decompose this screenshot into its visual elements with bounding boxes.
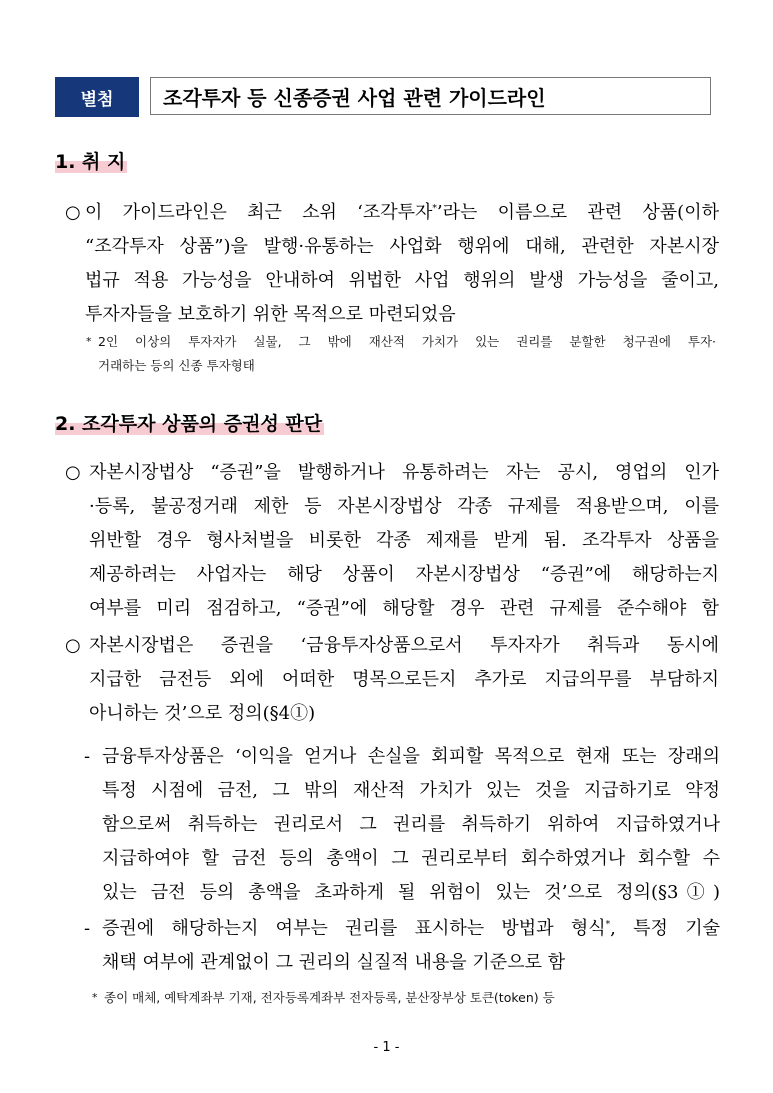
paragraph-line: ·등록, 불공정거래 제한 등 자본시장법상 각종 규제를 적용받으며, 이를	[89, 496, 719, 517]
bullet-dash: -	[84, 746, 91, 767]
paragraph-line: “조각투자 상품”)을 발행·유통하는 사업화 행위에 대해, 관련한 자본시장	[85, 236, 719, 257]
paragraph-line: 제공하려는 사업자는 해당 상품이 자본시장법상 “증권”에 해당하는지	[89, 564, 719, 585]
document-title	[150, 77, 711, 115]
paragraph-line: 자본시장법상 “증권”을 발행하거나 유통하려는 자는 공시, 영업의 인가	[89, 462, 719, 483]
paragraph-line: 위반할 경우 형사처벌을 비롯한 각종 제재를 받게 됨. 조각투자 상품을	[89, 530, 719, 551]
paragraph-line: 여부를 미리 점검하고, “증권”에 해당할 경우 관련 규제를 준수해야 함	[89, 598, 719, 619]
section-1-heading: 1. 취 지	[55, 151, 126, 173]
paragraph-line: 증권에 해당하는지 여부는 권리를 표시하는 방법과 형식*, 특정 기술	[102, 918, 720, 939]
attachment-tag: 별첨	[55, 77, 139, 117]
document-header	[55, 77, 713, 117]
paragraph-line: 있는 금전 등의 총액을 초과하게 될 위험이 있는 것’으로 정의(§3①)	[102, 882, 720, 903]
paragraph-line: 함으로써 취득하는 권리로서 그 권리를 취득하기 위하여 지급하였거나	[102, 814, 720, 835]
paragraph-line: 특정 시점에 금전, 그 밖의 재산적 가치가 있는 것을 지급하기로 약정	[102, 780, 720, 801]
paragraph-line: 채택 여부에 관계없이 그 권리의 실질적 내용을 기준으로 함	[102, 952, 566, 973]
bullet-circle: ○	[65, 202, 81, 223]
footnote-line: 2인 이상의 투자자가 실물, 그 밖에 재산적 가치가 있는 권리를 분할한 청구권에 투자·	[98, 334, 716, 349]
paragraph-line: 지급한 금전등 외에 어떠한 명목으로든지 추가로 지급의무를 부담하지	[89, 669, 719, 690]
footnote-mark: *	[86, 335, 92, 348]
bullet-circle: ○	[65, 462, 81, 483]
paragraph-line: 아니하는 것’으로 정의(§4①)	[89, 703, 316, 724]
bullet-dash: -	[84, 918, 91, 939]
paragraph-line: 자본시장법은 증권을 ‘금융투자상품으로서 투자자가 취득과 동시에	[89, 635, 719, 656]
bullet-circle: ○	[65, 635, 81, 656]
paragraph-line: 투자자들을 보호하기 위한 목적으로 마련되었음	[85, 304, 456, 325]
page-number: - 1 -	[373, 1040, 400, 1055]
paragraph-line: 금융투자상품은 ‘이익을 얻거나 손실을 회피할 목적으로 현재 또는 장래의	[102, 746, 720, 767]
section-2-heading: 2. 조각투자 상품의 증권성 판단	[55, 413, 323, 435]
paragraph-line: 법규 적용 가능성을 안내하여 위법한 사업 행위의 발생 가능성을 줄이고,	[85, 270, 719, 291]
footnote-line: 종이 매체, 예탁계좌부 기재, 전자등록계좌부 전자등록, 분산장부상 토큰(token) 등	[104, 990, 555, 1005]
footnote-mark: *	[92, 991, 98, 1004]
paragraph-line: 지급하여야 할 금전 등의 총액이 그 권리로부터 회수하였거나 회수할 수	[102, 848, 720, 869]
paragraph-line: 이 가이드라인은 최근 소위 ‘조각투자*’라는 이름으로 관련 상품(이하	[85, 202, 719, 223]
document-title-text: 조각투자 등 신종증권 사업 관련 가이드라인	[163, 85, 546, 110]
footnote-line: 거래하는 등의 신종 투자형태	[98, 358, 255, 373]
